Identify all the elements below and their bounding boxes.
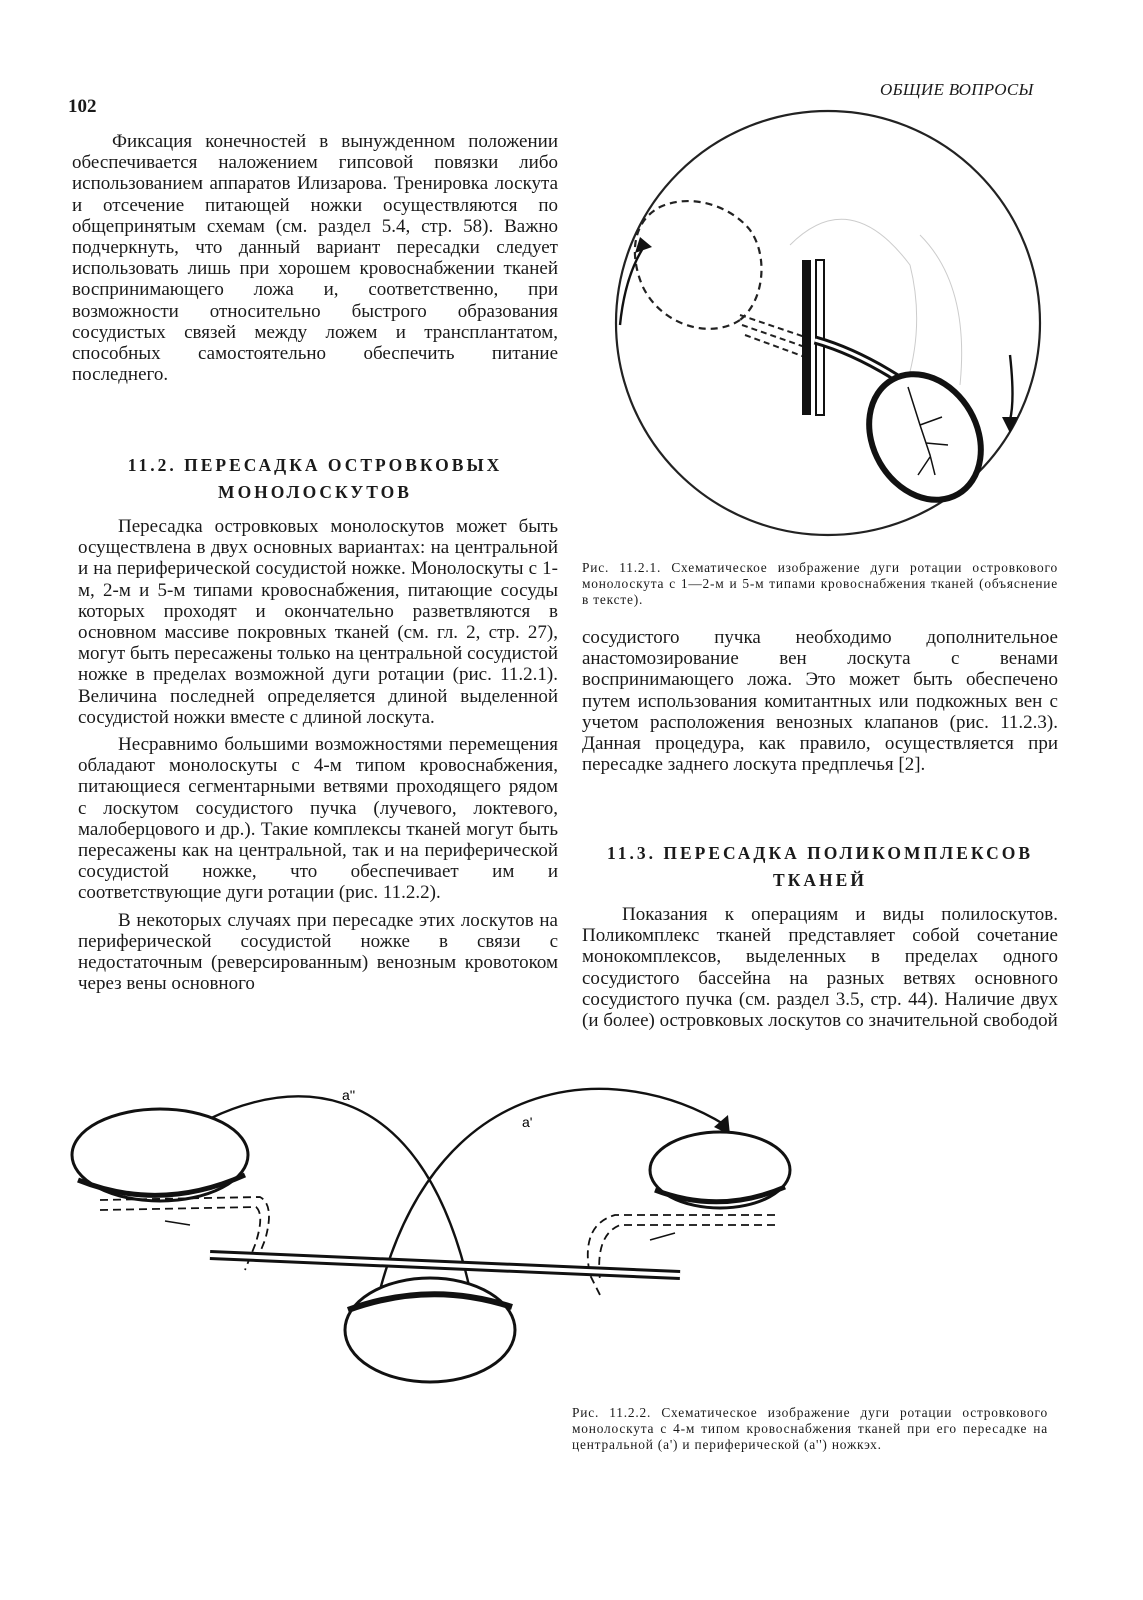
- paragraph: Пересадка островковых монолоскутов может быть осуществлена в двух основных вариантах: на центральной и на периферической сосудистой ножке. Монолоскуты с 1-м, 2-м и 5-м типами кровоснабжения, питающие сосуды которых проходят и окончательно разветвляются в основном массиве покровных тканей (см. гл. 2, стр. 27), могут быть пересажены только на центральной сосудистой ножке в пределах возможной дуги ротации (рис. 11.2.1). Величина последней определяется длиной выделенной сосудистой ножки вместе с длиной лоскута.: [78, 516, 558, 728]
- vascular-pedicle: [815, 340, 905, 383]
- page-number: 102: [68, 96, 97, 117]
- running-head: ОБЩИЕ ВОПРОСЫ: [880, 80, 1034, 99]
- arrowhead-right-icon: [1002, 417, 1018, 433]
- paragraph: Фиксация конечностей в вынужденном положении обеспечивается наложением гипсовой повязки либо использованием аппаратов Илизарова. Тренировка лоскута и отсечение питающей ножки осуществляются по общепринятым схемам (см. раздел 5.4, стр. 58). Важно подчеркнуть, что данный вариант пересадки следует использовать лишь при хорошем кровоснабжении тканей воспринимающего ложа и, соответственно, при возможности относительно быстрого образования сосудистых связей между ложем и трансплантатом, способных самостоятельно обеспечить питание последнего.: [72, 131, 558, 386]
- section-heading-11-2: 11.2. ПЕРЕСАДКА ОСТРОВКОВЫХ МОНОЛОСКУТОВ: [127, 455, 503, 502]
- vessel-trunk: [802, 260, 811, 415]
- paragraph: В некоторых случаях при пересадке этих лоскутов на периферической сосудистой ножке в связи с недостаточным (реверсированным) венозным кровотоком через вены основного: [78, 909, 558, 995]
- paragraph: Несравнимо большими возможностями перемещения обладают монолоскуты с 4-м типом кровоснабжения, питающиеся сегментарными ветвями проходящего рядом с лоскутом сосудистого пучка (лучевого, локтевого, малоберцового и др.). Такие комплексы тканей могут быть пересажены как на центральной, так и на периферической сосудистой ножке, что обеспечивает им и соответствующие дуги ротации (рис. 11.2.2).: [78, 734, 558, 904]
- left-column-top: [72, 131, 558, 385]
- dashed-pedicle: [740, 315, 805, 357]
- figure-caption-11-2-1: Рис. 11.2.1. Схематическое изображение дуги ротации островкового монолоскута с 1—2-м и 5-м типами кровоснабжения тканей (объяснение в тексте).: [582, 560, 1058, 607]
- section-heading-11-3: 11.3. ПЕРЕСАДКА ПОЛИКОМПЛЕКСОВ ТКАНЕЙ: [606, 843, 1034, 890]
- right-column-body: [582, 904, 1058, 1031]
- figure-11-2-2: [60, 1075, 800, 1405]
- arrowhead-left-icon: [635, 237, 652, 253]
- right-column-top: [582, 627, 1058, 775]
- flow-arrow-left: [165, 1221, 190, 1225]
- left-column-body: [78, 516, 558, 994]
- paragraph: Показания к операциям и виды полилоскутов. Поликомплекс тканей представляет собой сочетание монокомплексов, выделенных в пределах одного сосудистого бассейна на разных ветвях основного сосудистого пучка (см. раздел 3.5, стр. 44). Наличие двух (и более) островковых лоскутов со значительной свободой: [582, 904, 1058, 1032]
- right-dashed-pedicle: [588, 1215, 775, 1295]
- dashed-flap-outline: [635, 201, 762, 329]
- figure-11-2-1: [590, 125, 1060, 555]
- label-a-single: a': [522, 1114, 533, 1130]
- paragraph: сосудистого пучка необходимо дополнительное анастомозирование вен лоскута с венами воспринимающего ложа. Это может быть обеспечено путем использования комитантных или подкожных вен с учетом расположения венозных клапанов (рис. 11.2.3). Данная процедура, как правило, осуществляется при пересадке заднего лоскута предплечья [2].: [582, 627, 1058, 776]
- rotation-arrow-left: [620, 245, 645, 325]
- central-vessel-inner: [210, 1255, 680, 1275]
- label-a-double: a'': [342, 1087, 356, 1103]
- rotation-arrow-right: [1010, 355, 1013, 420]
- island-flap: [847, 354, 1003, 520]
- figure-caption-11-2-2: Рис. 11.2.2. Схематическое изображение дуги ротации островкового монолоскута с 4-м типом кровоснабжения тканей при его пересадке на центральной (а') и периферической (а'') ножкэх.: [572, 1405, 1048, 1452]
- flow-arrow-right: [650, 1233, 675, 1240]
